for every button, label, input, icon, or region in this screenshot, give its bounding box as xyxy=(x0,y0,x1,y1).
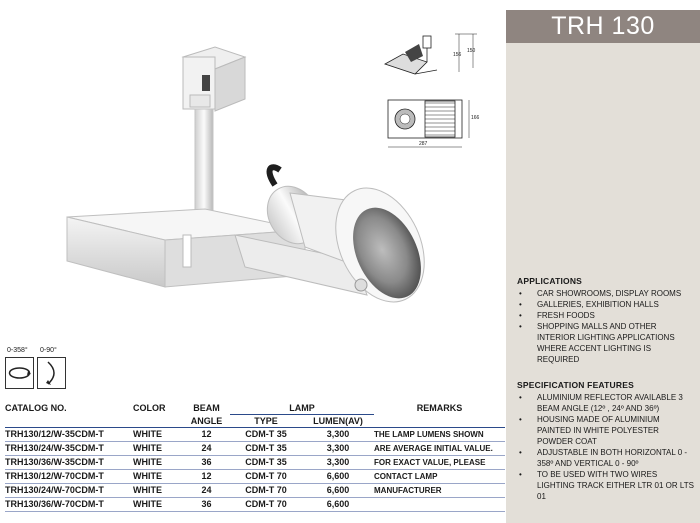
table-row xyxy=(5,470,505,484)
table-row xyxy=(5,456,505,470)
table-row xyxy=(5,428,505,442)
cell-beam: 36 xyxy=(183,456,230,470)
cell-type: CDM-T 35 xyxy=(230,442,302,456)
cell-type: CDM-T 70 xyxy=(230,484,302,498)
header-color: COLOR xyxy=(133,403,166,414)
cell-catalog: TRH130/36/W-70CDM-T xyxy=(5,498,133,512)
cell-beam: 12 xyxy=(183,470,230,484)
cell-catalog: TRH130/12/W-35CDM-T xyxy=(5,428,133,442)
cell-remarks: ARE AVERAGE INITIAL VALUE. xyxy=(374,442,505,456)
cell-beam: 12 xyxy=(183,428,230,442)
header-type: TYPE xyxy=(230,415,302,428)
cell-beam: 36 xyxy=(183,498,230,512)
list-item: • CAR SHOWROOMS, DISPLAY ROOMS xyxy=(517,288,695,299)
table-row xyxy=(5,442,505,456)
list-item: • SHOPPING MALLS AND OTHER INTERIOR LIGHTING APPLICATIONS WHERE ACCENT LIGHTING IS REQUIRED xyxy=(517,321,695,365)
table-row xyxy=(5,498,505,512)
side-view-drawing xyxy=(375,30,485,90)
product-title: TRH 130 xyxy=(506,10,700,43)
header-lamp: LAMP xyxy=(230,402,374,415)
cell-type: CDM-T 35 xyxy=(230,428,302,442)
cell-remarks: CONTACT LAMP xyxy=(374,470,505,484)
dim-166: 166 xyxy=(471,115,480,121)
cell-catalog: TRH130/12/W-70CDM-T xyxy=(5,470,133,484)
header-remarks: REMARKS xyxy=(416,403,463,414)
cell-remarks: MANUFACTURER xyxy=(374,484,505,498)
list-item: • ADJUSTABLE IN BOTH HORIZONTAL 0 - 358º AND VERTICAL 0 - 90º xyxy=(517,447,695,469)
cell-lumen: 3,300 xyxy=(302,428,374,442)
table-row xyxy=(5,484,505,498)
list-item: • HOUSING MADE OF ALUMINIUM PAINTED IN WHITE POLYESTER POWDER COAT xyxy=(517,414,695,447)
cell-color: WHITE xyxy=(133,442,183,456)
cell-remarks: THE LAMP LUMENS SHOWN xyxy=(374,428,505,442)
cell-lumen: 3,300 xyxy=(302,442,374,456)
header-angle: ANGLE xyxy=(183,415,230,428)
cell-type: CDM-T 35 xyxy=(230,456,302,470)
horizontal-rotation-icon xyxy=(5,357,34,389)
cell-beam: 24 xyxy=(183,442,230,456)
cell-type: CDM-T 70 xyxy=(230,470,302,484)
features-heading: SPECIFICATION FEATURES xyxy=(517,380,634,390)
dim-156: 156 xyxy=(453,52,462,58)
header-catalog: CATALOG NO. xyxy=(5,403,67,414)
dim-150: 150 xyxy=(467,48,476,54)
cell-color: WHITE xyxy=(133,498,183,512)
front-view-drawing xyxy=(385,95,485,160)
cell-lumen: 6,600 xyxy=(302,498,374,512)
features-list xyxy=(517,392,695,502)
applications-heading: APPLICATIONS xyxy=(517,276,583,286)
header-beam: BEAM xyxy=(193,403,220,414)
cell-color: WHITE xyxy=(133,470,183,484)
cell-beam: 24 xyxy=(183,484,230,498)
list-item: • TO BE USED WITH TWO WIRES LIGHTING TRACK EITHER LTR 01 OR LTS 01 xyxy=(517,469,695,502)
cell-color: WHITE xyxy=(133,484,183,498)
cell-remarks xyxy=(374,498,505,512)
list-item: • FRESH FOODS xyxy=(517,310,695,321)
catalog-table xyxy=(5,402,505,512)
vertical-rotation-label: 0-90° xyxy=(40,347,57,354)
applications-list xyxy=(517,288,695,365)
list-item: • GALLERIES, EXHIBITION HALLS xyxy=(517,299,695,310)
cell-remarks: FOR EXACT VALUE, PLEASE xyxy=(374,456,505,470)
cell-color: WHITE xyxy=(133,456,183,470)
list-item: • ALUMINIUM REFLECTOR AVAILABLE 3 BEAM ANGLE (12º , 24º AND 36º) xyxy=(517,392,695,414)
cell-type: CDM-T 70 xyxy=(230,498,302,512)
cell-color: WHITE xyxy=(133,428,183,442)
horizontal-rotation-label: 0-358° xyxy=(7,347,28,354)
cell-catalog: TRH130/36/W-35CDM-T xyxy=(5,456,133,470)
cell-lumen: 3,300 xyxy=(302,456,374,470)
cell-lumen: 6,600 xyxy=(302,470,374,484)
cell-lumen: 6,600 xyxy=(302,484,374,498)
cell-catalog: TRH130/24/W-70CDM-T xyxy=(5,484,133,498)
dim-287: 287 xyxy=(419,141,428,147)
cell-catalog: TRH130/24/W-35CDM-T xyxy=(5,442,133,456)
vertical-rotation-icon xyxy=(37,357,66,389)
header-lumen: LUMEN(AV) xyxy=(302,415,374,428)
